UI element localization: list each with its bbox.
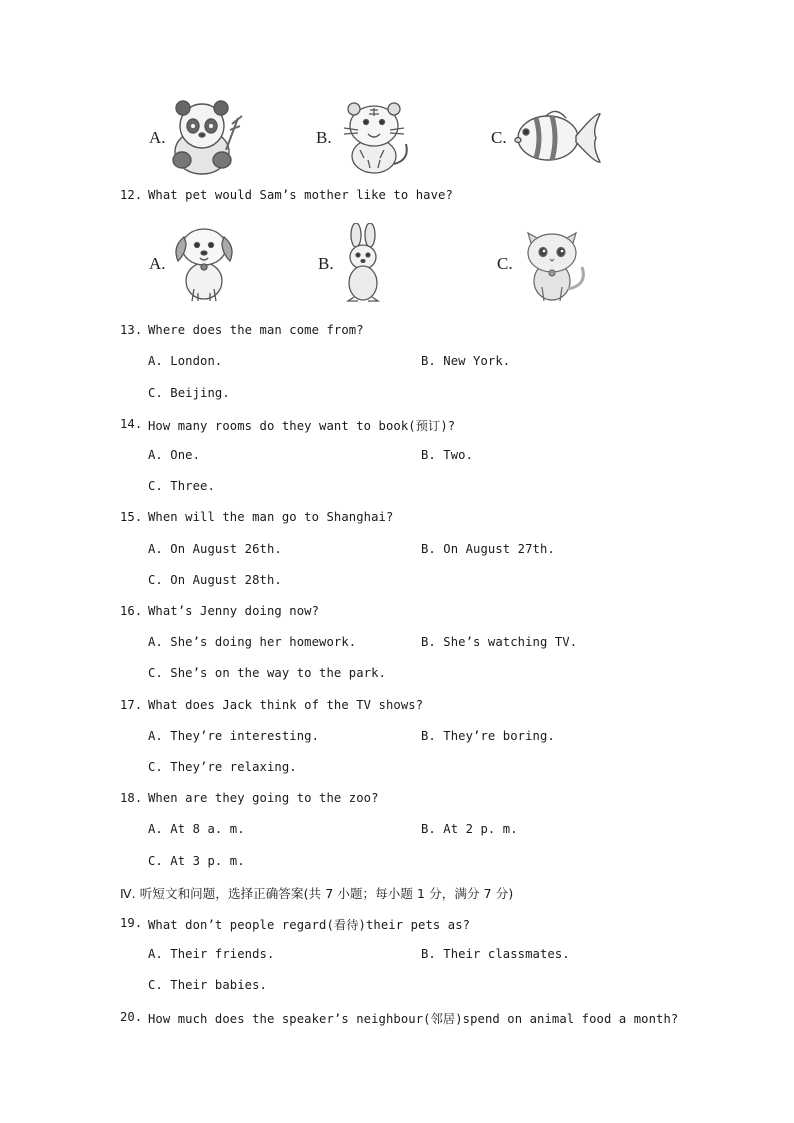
picture-options-row-1 [0,98,794,178]
fish-icon [512,106,604,170]
question-number: 19. [120,916,143,930]
rabbit-icon [338,223,388,303]
question-text: How many rooms do they want to book(预订)? [148,419,456,433]
question-number: 16. [120,604,143,618]
tiger-icon [334,100,414,176]
option-b: B. Their classmates. [421,947,570,961]
option-c-label: C. [491,128,507,147]
option-b: B. They’re boring. [421,729,555,743]
question-number: 13. [120,323,143,337]
picture-options-row-2 [0,223,794,303]
option-c: C. Beijing. [148,386,230,400]
question-text: When are they going to the zoo? [148,791,379,805]
option-b-label: B. [316,128,332,147]
option-a: A. They’re interesting. [148,729,320,743]
option-a: A. On August 26th. [148,542,282,556]
question-text: When will the man go to Shanghai? [148,510,394,524]
option-a: A. At 8 a. m. [148,822,245,836]
question-number: 14. [120,417,143,431]
option-b: B. She’s watching TV. [421,635,578,649]
option-a: A. Their friends. [148,947,275,961]
option-a: A. London. [148,354,223,368]
question-text: What does Jack think of the TV shows? [148,698,424,712]
question-text: How much does the speaker’s neighbour(邻居)spend on animal food a month? [148,1012,679,1026]
section-heading: Ⅳ. 听短文和问题，选择正确答案(共 7 小题；每小题 1 分，满分 7 分) [120,886,514,901]
option-b-label: B. [318,254,334,273]
option-b: B. Two. [421,448,474,462]
option-c: C. Three. [148,479,215,493]
question-text: What’s Jenny doing now? [148,604,320,618]
option-c: C. On August 28th. [148,573,282,587]
option-c: C. At 3 p. m. [148,854,245,868]
question-text: What don’t people regard(看待)their pets as? [148,918,471,932]
question-number: 18. [120,791,143,805]
option-b: B. At 2 p. m. [421,822,518,836]
option-c: C. She’s on the way to the park. [148,666,386,680]
option-b: B. New York. [421,354,511,368]
option-c: C. Their babies. [148,978,267,992]
option-a-label: A. [149,254,166,273]
question-number: 20. [120,1010,143,1024]
option-a: A. She’s doing her homework. [148,635,357,649]
option-c: C. They’re relaxing. [148,760,297,774]
option-a: A. One. [148,448,201,462]
question-text: What pet would Sam’s mother like to have? [148,188,453,202]
question-number: 12. [120,188,143,202]
option-b: B. On August 27th. [421,542,555,556]
question-number: 15. [120,510,143,524]
question-text: Where does the man come from? [148,323,364,337]
option-c-label: C. [497,254,513,273]
panda-icon [168,100,246,176]
question-number: 17. [120,698,143,712]
cat-icon [518,223,592,303]
dog-icon [168,223,240,303]
option-a-label: A. [149,128,166,147]
